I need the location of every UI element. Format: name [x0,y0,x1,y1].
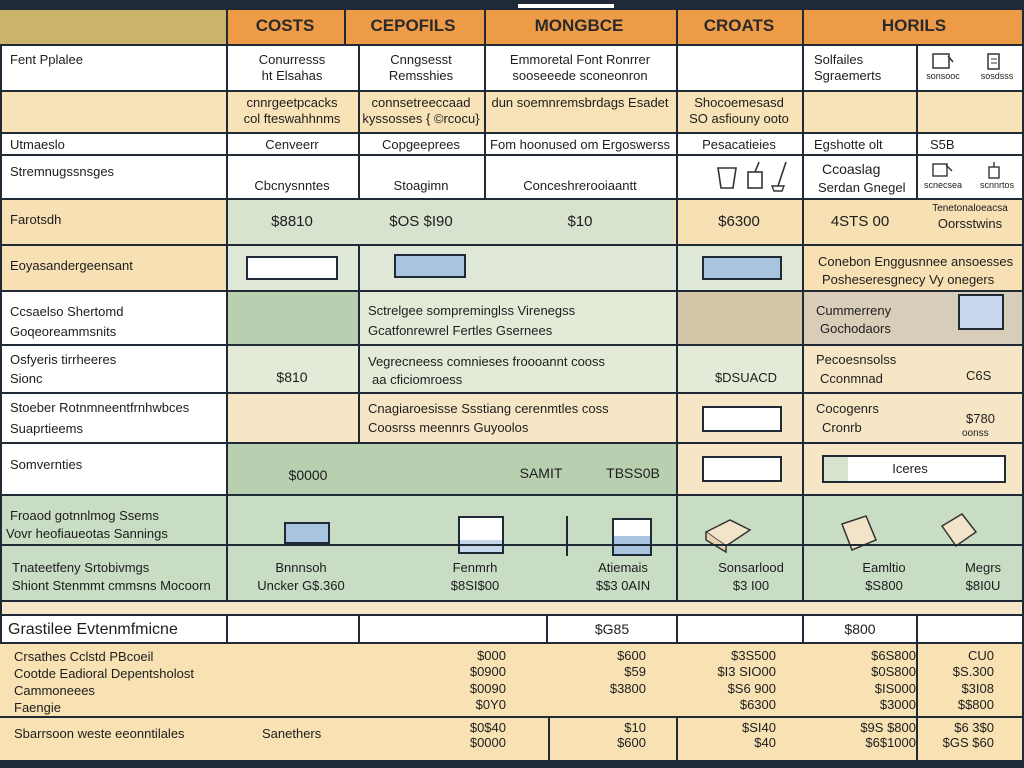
row-6-c5-a: Conebon Enggusnnee ansoesses [818,254,1014,269]
row-4-c2: Stoagimn [393,178,449,193]
row-2-c4-b: SO asfiouny ooto [689,111,789,126]
bottom-value-cell: $3I08 [961,681,994,696]
top-border [0,0,1024,10]
row-7-swatch [958,294,1004,330]
bottom-label-2: Cootde Eadioral Depentsholost [14,666,194,681]
corner-cell [0,10,226,44]
row-9-mid-b: Coosrss meennrs Guyoolos [368,420,529,435]
row-2-c2-a: connsetreeccaad [371,95,471,110]
grid-line-h [0,90,1024,92]
bottom-value-cell: $0S800 [871,664,916,679]
grid-line-v [484,10,486,198]
bottom-value-cell: $S.300 [952,664,994,679]
bottom-value-cell: $SI40 [742,720,776,735]
bottom-value-cell: $6300 [739,697,776,712]
row-7-mid-a: Sctrelgee sompreminglss Virenegss [368,303,576,318]
row-1-icon-caption-1: sonsooc [926,71,960,81]
bottom-border [0,760,1024,768]
row-9-label-a: Stoeber Rotnmneentfrnhwbces [10,400,190,415]
grid-line-v [916,44,918,198]
bottom-value-cell: $S6 900 [727,681,776,696]
spacer [0,602,1024,614]
row-11-c3-b: $$3 0AIN [595,578,651,593]
row-11-c3-a: Atiemais [598,560,648,575]
row-9-c5-value-a: $780 [966,411,995,426]
row-4-label: Stremnugssnsges [10,164,115,179]
row-8-c5-a: Pecoesnsolss [816,352,897,367]
row-4-c1: Cbcnysnntes [254,178,330,193]
row-1-fill [0,44,1024,90]
row-11-c1-b: Uncker G$.360 [257,578,345,593]
row-6-input-2[interactable] [394,254,466,278]
grid-line-h [0,600,1024,602]
row-3-c4: Pesacatieies [702,137,776,152]
grid-line-h [0,494,1024,496]
grid-line-h [0,132,1024,134]
row-3-c3: Fom hoonused om Ergoswerss [490,137,670,152]
r7-green [226,290,358,344]
total-value-1: $G85 [594,621,630,637]
row-11-c4-b: $3 I00 [732,578,770,593]
row-11-c5b-a: Megrs [964,560,1002,575]
bottom-value-cell: $40 [754,735,776,750]
row-11-swatch-3-top [614,520,650,536]
row-11-label-c: Tnateetfeny Srtobivmgs [12,560,150,575]
header-tab-mark [518,4,614,8]
grid-line-v [676,614,678,644]
bottom-value-cell: $0000 [469,735,506,750]
row-7-label-a: Ccsaelso Shertomd [10,304,124,319]
row-1-c2-b: Remsshies [388,68,454,83]
row-1-icon-caption-2: sosdsss [980,71,1014,81]
row-8-c4: $DSUACD [714,370,778,385]
bottom-label-3: Cammoneees [14,683,95,698]
grid-line-v [358,614,360,644]
grid-line-v [358,44,360,198]
row-3-c1: Cenveerr [265,137,319,152]
notebook-pen-icon [930,52,954,72]
header-cepofils: CEPOFILS [370,16,456,35]
bottom-value-cell: $600 [617,648,646,663]
bottom-label-1: Crsathes Cclstd PBcoeil [14,649,154,664]
row-10-label: Somvernties [10,457,83,472]
bottom-value-cell: $I3 SIO00 [717,664,776,679]
bottom-value-cell: $6$1000 [865,735,916,750]
row-9-mid-a: Cnagiaroesisse Ssstiang cerenmtles coss [368,401,609,416]
grid-line-h [0,198,1024,200]
bottom-label-4: Faengie [14,700,61,715]
row-11-c1-a: Bnnnsoh [275,560,327,575]
row-4-icon-caption-2: scnnrtos [979,180,1014,190]
row-2-c1-b: col fteswahhnms [243,111,341,126]
grid-line-h [0,290,1024,292]
row-2-c4-a: Shocoemesasd [694,95,784,110]
grid-line-v [548,716,550,760]
row-1-c2-a: Cnngsesst [390,52,452,67]
row-11-c5a-a: Eamltio [862,560,906,575]
row-3-c2: Copgeeprees [381,137,461,152]
row-6-input-3[interactable] [702,256,782,280]
row-11-c2-b: $8SI$00 [450,578,500,593]
bottom-value-cell: $0090 [469,681,506,696]
row-7-label-b: Goqeoreammsnits [10,324,117,339]
row-5-c5a: 4STS 00 [830,213,890,230]
grid-line-v [546,614,548,644]
grid-line-v [802,10,804,600]
row-1-c1-b: ht Elsahas [261,68,323,83]
row-11-c5b-b: $8I0U [965,578,1001,593]
bottom-value-cell: $10 [624,720,646,735]
row-1-c3-b: sooseeede sconeonron [512,68,648,83]
document-stack-icon [984,52,1004,72]
grid-line-v [226,614,228,644]
grid-line-v [358,290,360,444]
row-11-c5a-b: $S800 [865,578,903,593]
row-2-c3-a: dun soemnremsbrdags Esadet [491,95,669,110]
grid-line-h [0,614,1024,616]
notepad-icon [930,162,954,180]
row-8-mid-a: Vegrecneess comnieses froooannt cooss [368,354,606,369]
row-1-c5-b: Sgraemerts [814,68,882,83]
grid-line-h [0,716,1024,718]
row-11-label-a: Froaod gotnnlmog Ssems [10,508,159,523]
grid-line-h [0,392,1024,394]
bottom-value-cell: $3800 [609,681,646,696]
row-5-label: Farotsdh [10,212,62,227]
grid-line-h [0,44,1024,46]
bottom-value-cell: $6 3$0 [954,720,994,735]
header-croats: CROATS [703,16,775,35]
row-8-label-b: Sionc [10,371,43,386]
bottom-last-mid: Sanethers [262,726,322,741]
total-label: Grastilee Evtenmfmicne [8,621,178,638]
row-8-c1: $810 [276,369,308,385]
grid-line-v [676,716,678,760]
row-9-c5-b: Cronrb [822,420,862,435]
row-11-c2-a: Fenmrh [452,560,498,575]
box-icon-1 [700,510,756,554]
row-5-c2: $OS $I90 [389,213,453,230]
row-11-swatch-2-fill [460,540,502,552]
bottom-value-cell: $9S $800 [860,720,916,735]
row-10-c1: $0000 [288,467,328,483]
row-1-c5-a: Solfailes [814,52,864,67]
row-4-c5-a: Ccoaslag [822,161,881,177]
r7-tan [676,290,802,344]
grid-line-v [358,244,360,290]
bottom-last-label: Sbarrsoon weste eeonntilales [14,726,185,741]
bottom-value-cell: $59 [624,664,646,679]
row-10-c5: Iceres [892,461,928,476]
row-1-c3-a: Emmoretal Font Ronrrer [509,52,651,67]
box-icon-2 [834,510,882,554]
cleaning-supplies-icon [712,158,796,194]
bottom-value-cell: $0900 [469,664,506,679]
row-5-c5b-a: Tenetonaloeacsa [932,203,1008,214]
grid-line-v [802,614,804,644]
row-6-input-1[interactable] [246,256,338,280]
bottom-value-cell: $600 [617,735,646,750]
grid-line-v [676,10,678,600]
row-11-label-b: Vovr heofiaueotas Sannings [6,526,168,541]
row-8-label-a: Osfyeris tirrheeres [10,352,117,367]
row-1-c1-a: Conurresss [258,52,326,67]
row-2-c2-b: kyssosses { ©rcocu} [362,111,480,126]
grid-line-v [916,614,918,644]
row-7-c5-b: Gochodaors [820,321,891,336]
row-2-c1-a: cnnrgeetpcacks [246,95,338,110]
row-8-c5-value: C6S [966,368,992,383]
row-11-swatch-1 [284,522,330,544]
grid-line-h [0,244,1024,246]
bottom-value-cell: $IS000 [874,681,916,696]
bottom-value-cell: $3S500 [731,648,776,663]
grid-line-v [344,10,346,44]
row-10-field-swatch [824,457,848,481]
row-5-c3: $10 [567,213,593,230]
row-4-c5-b: Serdan Gnegel [818,180,906,195]
row-11-marker [566,516,568,556]
bottom-value-cell: $0Y0 [475,697,506,712]
bottom-value-cell: $GS $60 [942,735,994,750]
spray-bottle-icon [984,160,1004,180]
row-4-c3: Conceshrerooiaantt [523,178,637,193]
bottom-value-cell: CU0 [967,648,994,663]
row-7-mid-b: Gcatfonrewrel Fertles Gsernees [368,323,553,338]
grid-line-h [0,442,1024,444]
grid-line-h [0,344,1024,346]
header-horils: HORILS [881,16,947,35]
row-7-c5-a: Cummerreny [816,303,892,318]
row-5-c4: $6300 [718,213,760,230]
grid-line-v [916,644,918,760]
row-3-label: Utmaeslo [10,137,65,152]
row-5-c1: $8810 [271,213,313,230]
header-costs: COSTS [255,16,315,35]
row-11-c4-a: Sonsarlood [718,560,784,575]
row-9-input[interactable] [702,406,782,432]
header-mongbce: MONGBCE [534,16,624,35]
grid-line-h [0,544,1024,546]
grid-line-v [226,10,228,600]
row-1-label: Fent Pplalee [10,52,83,67]
row-11-label-d: Shiont Stenmmt cmmsns Mocoorn [12,578,211,593]
bottom-value-cell: $6S800 [871,648,916,663]
row-6-label: Eoyasandergeensant [10,258,133,273]
row-9-c5-a: Cocogenrs [816,401,879,416]
row-9-c5-value-b: oonss [962,428,989,439]
row-10-input[interactable] [702,456,782,482]
row-8-mid-b: aa cficiomroess [372,372,463,387]
row-9-label-b: Suaprtieems [10,421,83,436]
grid-line-h [0,642,1024,644]
bottom-value-cell: $000 [477,648,506,663]
row-3-c5b: S5B [930,137,955,152]
bottom-value-cell: $3000 [879,697,916,712]
row-8-c5-b: Cconmnad [820,371,883,386]
grid-line-v [0,44,2,644]
row-3-c5a: Egshotte olt [814,137,883,152]
bottom-value-cell: $0$40 [469,720,506,735]
bottom-value-cell: $$800 [957,697,994,712]
row-4-icon-caption-1: scnecsea [923,180,963,190]
row-6-c5-b: Posheseresgnecy Vy onegers [822,272,995,287]
grid-line-h [0,154,1024,156]
total-value-2: $800 [844,621,876,637]
row-5-c5b-b: Oorsstwins [937,216,1003,231]
row-10-c2: SAMIT [519,465,563,481]
row-10-c3: TBSS0B [606,465,660,481]
